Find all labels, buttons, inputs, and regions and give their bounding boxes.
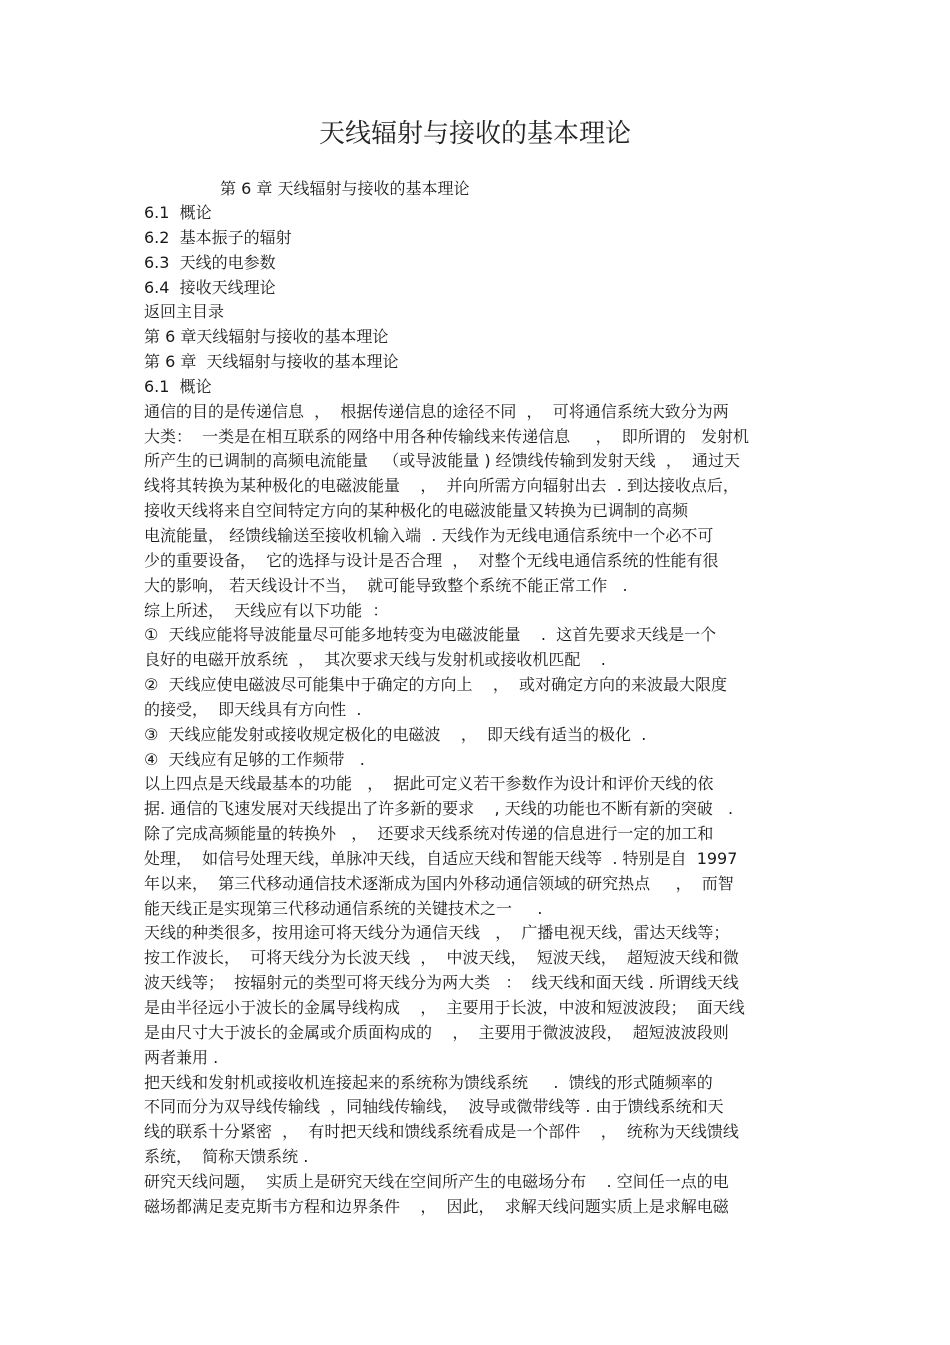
text-line: 6.2 基本振子的辐射 <box>144 227 292 247</box>
text-line: 6.1 概论 <box>144 376 212 396</box>
text-line: 年以来， 第三代移动通信技术逐渐成为国内外移动通信领域的研究热点 ， 而智 <box>144 873 734 893</box>
text-line: 据. 通信的飞速发展对天线提出了许多新的要求 , 天线的功能也不断有新的突破 . <box>144 799 734 819</box>
text-line: 良好的电磁开放系统 ， 其次要求天线与发射机或接收机匹配 . <box>144 650 606 670</box>
text-line: ① 天线应能将导波能量尽可能多地转变为电磁波能量 . 这首先要求天线是一个 <box>144 625 717 645</box>
text-line: 6.4 接收天线理论 <box>144 277 276 297</box>
chapter-heading: 第 6 章 天线辐射与接收的基本理论 <box>220 179 470 198</box>
text-line: 第 6 章天线辐射与接收的基本理论 <box>144 327 389 347</box>
text-line: 大的影响， 若天线设计不当， 就可能导致整个系统不能正常工作 . <box>144 575 628 595</box>
text-line: 研究天线问题， 实质上是研究天线在空间所产生的电磁场分布 . 空间任一点的电 <box>144 1171 729 1191</box>
text-line: 6.3 天线的电参数 <box>144 252 276 272</box>
text-line: ④ 天线应有足够的工作频带 . <box>144 749 365 769</box>
text-line: 波天线等； 按辐射元的类型可将天线分为两大类 ： 线天线和面天线 . 所谓线天线 <box>144 973 739 993</box>
text-line: 处理， 如信号处理天线，单脉冲天线，自适应天线和智能天线等 . 特别是自 1997 <box>144 848 738 868</box>
document-title: 天线辐射与接收的基本理论 <box>318 119 631 149</box>
text-line: 把天线和发射机或接收机连接起来的系统称为馈线系统 . 馈线的形式随频率的 <box>144 1072 713 1092</box>
text-line: 不同而分为双导线传输线 ，同轴线传输线， 波导或微带线等 . 由于馈线系统和天 <box>144 1097 724 1117</box>
text-line: ③ 天线应能发射或接收规定极化的电磁波 ， 即天线有适当的极化 . <box>144 724 647 744</box>
text-line: 能天线正是实现第三代移动通信系统的关键技术之一 . <box>144 898 543 918</box>
text-line: 返回主目录 <box>144 302 225 322</box>
text-line: 第 6 章 天线辐射与接收的基本理论 <box>144 352 399 372</box>
text-line: 系统， 简称天馈系统 . <box>144 1147 309 1167</box>
text-line: 是由半径远小于波长的金属导线构成 ， 主要用于长波，中波和短波波段； 面天线 <box>144 998 745 1017</box>
body-text <box>144 201 814 1220</box>
text-line: 综上所述， 天线应有以下功能 ： <box>144 600 389 620</box>
text-line: 6.1 概论 <box>144 203 212 222</box>
text-line: 的接受， 即天线具有方向性 . <box>144 699 362 719</box>
text-line: 电流能量， 经馈线输送至接收机输入端 . 天线作为无线电通信系统中一个必不可 <box>144 525 714 545</box>
text-line: 所产生的已调制的高频电流能量 （或导波能量 ) 经馈线传输到发射天线 ， 通过天 <box>144 451 741 471</box>
text-line: ② 天线应使电磁波尽可能集中于确定的方向上 ， 或对确定方向的来波最大限度 <box>144 675 728 695</box>
text-line: 线将其转换为某种极化的电磁波能量 ， 并向所需方向辐射出去 . 到达接收点后， <box>144 476 739 496</box>
text-line: 少的重要设备， 它的选择与设计是否合理 ， 对整个无线电通信系统的性能有很 <box>144 550 719 570</box>
text-line: 按工作波长， 可将天线分为长波天线 ， 中波天线， 短波天线， 超短波天线和微 <box>144 948 739 968</box>
text-line: 磁场都满足麦克斯韦方程和边界条件 ， 因此， 求解天线问题实质上是求解电磁 <box>144 1196 729 1216</box>
text-line: 大类： 一类是在相互联系的网络中用各种传输线来传递信息 ， 即所谓的 发射机 <box>144 426 750 446</box>
text-line: 除了完成高频能量的转换外 ， 还要求天线系统对传递的信息进行一定的加工和 <box>144 824 714 844</box>
text-line: 接收天线将来自空间特定方向的某种极化的电磁波能量又转换为已调制的高频 <box>144 501 689 521</box>
text-line: 以上四点是天线最基本的功能 ， 据此可定义若干参数作为设计和评价天线的依 <box>144 774 714 794</box>
text-line: 是由尺寸大于波长的金属或介质面构成的 ， 主要用于微波波段， 超短波波段则 <box>144 1022 729 1042</box>
text-line: 两者兼用 . <box>144 1047 219 1067</box>
text-line: 通信的目的是传递信息 ， 根据传递信息的途径不同 ， 可将通信系统大致分为两 <box>144 401 729 421</box>
text-line: 线的联系十分紧密 ， 有时把天线和馈线系统看成是一个部件 ， 统称为天线馈线 <box>144 1122 739 1142</box>
text-line: 天线的种类很多，按用途可将天线分为通信天线 ， 广播电视天线，雷达天线等； <box>144 923 730 943</box>
